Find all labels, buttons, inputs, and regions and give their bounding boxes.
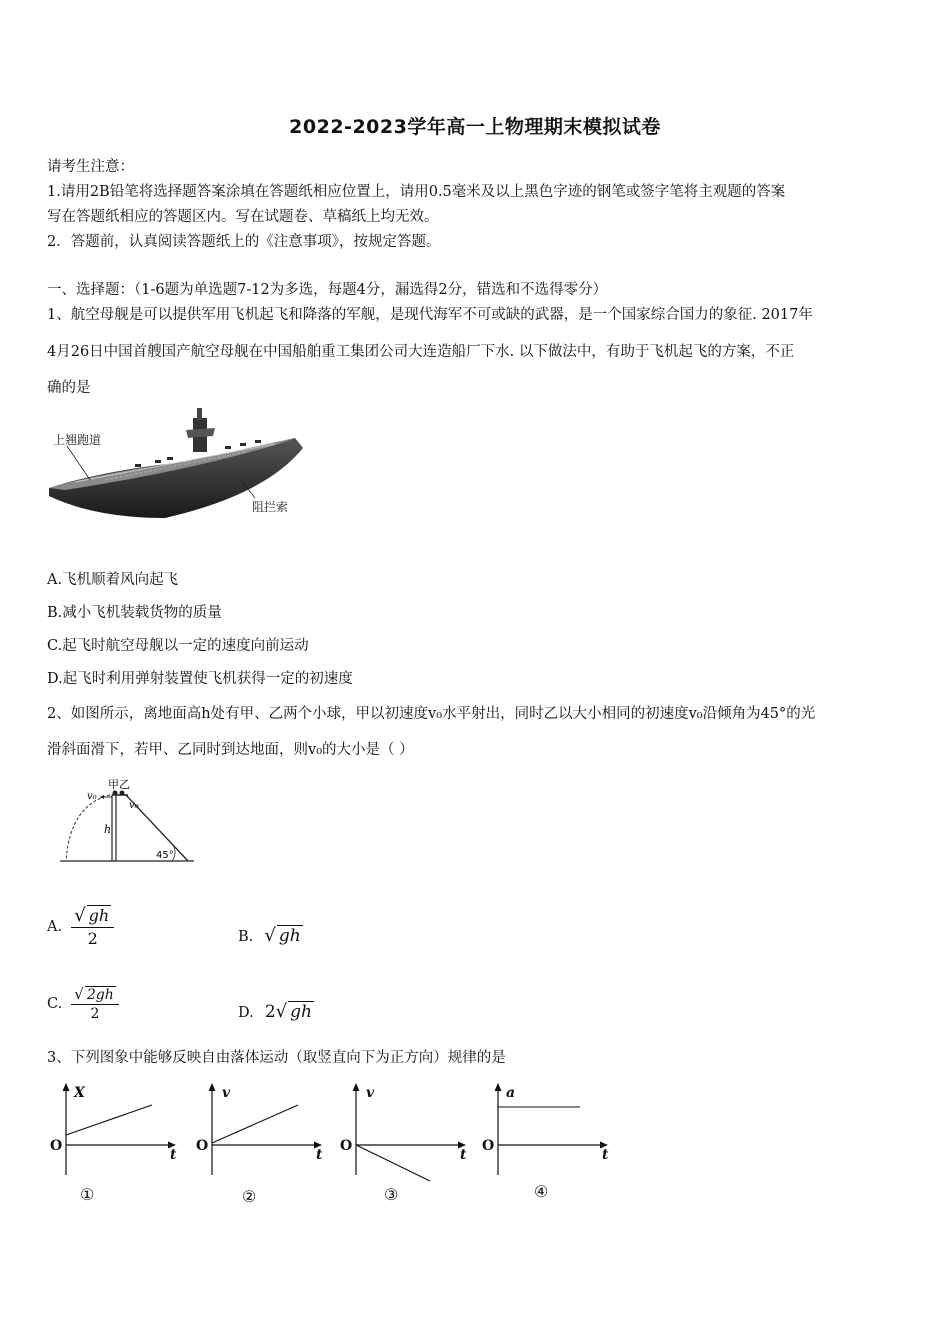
radicand: gh bbox=[290, 1002, 312, 1022]
q2-option-b-label: B. bbox=[238, 929, 254, 945]
notice-item-2: 2．答题前，认真阅读答题纸上的《注意事项》，按规定答题。 bbox=[47, 234, 441, 250]
q3-stem: 3、下列图象中能够反映自由落体运动（取竖直向下为正方向）规律的是 bbox=[47, 1050, 506, 1066]
graph-3-xlabel: t bbox=[460, 1147, 467, 1163]
q2-option-c-label: C. bbox=[47, 996, 63, 1012]
notice-heading: 请考生注意： bbox=[47, 159, 134, 175]
q1-stem-line-3: 确的是 bbox=[47, 380, 91, 396]
q2-option-b bbox=[238, 925, 303, 946]
q2-option-d-label: D. bbox=[238, 1005, 254, 1021]
aircraft-carrier-image bbox=[45, 400, 310, 535]
sqrt-icon: √ bbox=[74, 905, 86, 926]
graph-4-ylabel: a bbox=[506, 1085, 516, 1101]
graph-1-caption: ① bbox=[80, 1185, 95, 1204]
q1-stem-line-2: 4月26日中国首艘国产航空母舰在中国船舶重工集团公司大连造船厂下水. 以下做法中，有助于飞机起飞的方案，不正 bbox=[47, 344, 795, 360]
sqrt-icon: √ bbox=[275, 1001, 288, 1022]
q1-option-b: B.减小飞机装载货物的质量 bbox=[47, 605, 222, 621]
q2-option-a-label: A. bbox=[47, 919, 63, 935]
notice-item-1-line-2: 写在答题纸相应的答题区内。写在试题卷、草稿纸上均无效。 bbox=[47, 209, 439, 225]
graph-4-origin: O bbox=[482, 1138, 495, 1154]
graph-1 bbox=[50, 1083, 177, 1204]
graph-4-xlabel: t bbox=[602, 1147, 609, 1163]
fraction bbox=[71, 985, 118, 1022]
v0-right-label: v₀ bbox=[129, 800, 139, 811]
radicand: 2gh bbox=[86, 987, 114, 1003]
q2-stem-line-2: 滑斜面滑下，若甲、乙同时到达地面，则v₀的大小是（ ） bbox=[47, 742, 414, 758]
arrester-cable-label: 阻拦索 bbox=[252, 500, 289, 514]
q2-figure bbox=[60, 775, 200, 875]
graph-1-xlabel: t bbox=[170, 1147, 177, 1163]
denominator: 2 bbox=[87, 929, 98, 948]
q2-option-d bbox=[238, 1001, 314, 1022]
page-title: 2022-2023学年高一上物理期末模拟试卷 bbox=[289, 116, 661, 138]
graph-3 bbox=[340, 1083, 467, 1204]
q3-graphs bbox=[40, 1075, 620, 1210]
graph-3-ylabel: v bbox=[366, 1085, 375, 1101]
graph-2-ylabel: v bbox=[222, 1085, 231, 1101]
sqrt-icon: √ bbox=[264, 925, 276, 946]
q1-option-a: A.飞机顺着风向起飞 bbox=[47, 572, 179, 588]
fraction bbox=[71, 905, 114, 948]
graph-3-caption: ③ bbox=[384, 1185, 399, 1204]
angle-label: 45° bbox=[156, 850, 174, 861]
q1-option-d: D.起飞时利用弹射装置使飞机获得一定的初速度 bbox=[47, 671, 353, 687]
height-label: h bbox=[104, 823, 112, 836]
graph-4-caption: ④ bbox=[534, 1182, 549, 1201]
notice-item-1-line-1: 1.请用2B铅笔将选择题答案涂填在答题纸相应位置上，请用0.5毫米及以上黑色字迹的钢笔或签字笔将主观题的答案 bbox=[47, 184, 786, 200]
graph-2 bbox=[196, 1083, 323, 1206]
radicand: gh bbox=[88, 906, 110, 925]
graph-2-xlabel: t bbox=[316, 1147, 323, 1163]
q2-option-a bbox=[47, 905, 114, 948]
graph-2-origin: O bbox=[196, 1138, 209, 1154]
runway-label: 上翘跑道 bbox=[53, 433, 102, 447]
q1-stem-line-1: 1、航空母舰是可以提供军用飞机起飞和降落的军舰，是现代海军不可或缺的武器，是一个国家综合国力的象征. 2017年 bbox=[47, 307, 813, 323]
coefficient: 2 bbox=[264, 1002, 276, 1022]
graph-4 bbox=[482, 1083, 609, 1201]
sqrt-icon: √ bbox=[74, 985, 84, 1003]
v0-left-label: v₀ bbox=[87, 791, 97, 802]
radicand: gh bbox=[278, 926, 301, 946]
q1-option-c: C.起飞时航空母舰以一定的速度向前运动 bbox=[47, 638, 309, 654]
q2-option-c bbox=[47, 985, 119, 1022]
denominator: 2 bbox=[90, 1006, 100, 1022]
graph-2-caption: ② bbox=[242, 1187, 257, 1206]
graph-3-origin: O bbox=[340, 1138, 353, 1154]
graph-1-ylabel: X bbox=[74, 1085, 85, 1101]
graph-1-origin: O bbox=[50, 1138, 63, 1154]
jia-yi-label: 甲乙 bbox=[108, 778, 130, 791]
q2-stem-line-1: 2、如图所示，离地面高h处有甲、乙两个小球，甲以初速度v₀水平射出，同时乙以大小相同的初速度v₀沿倾角为45°的光 bbox=[47, 706, 816, 722]
section-heading: 一、选择题：（1-6题为单选题7-12为多选，每题4分，漏选得2分，错选和不选得零分） bbox=[47, 282, 608, 298]
